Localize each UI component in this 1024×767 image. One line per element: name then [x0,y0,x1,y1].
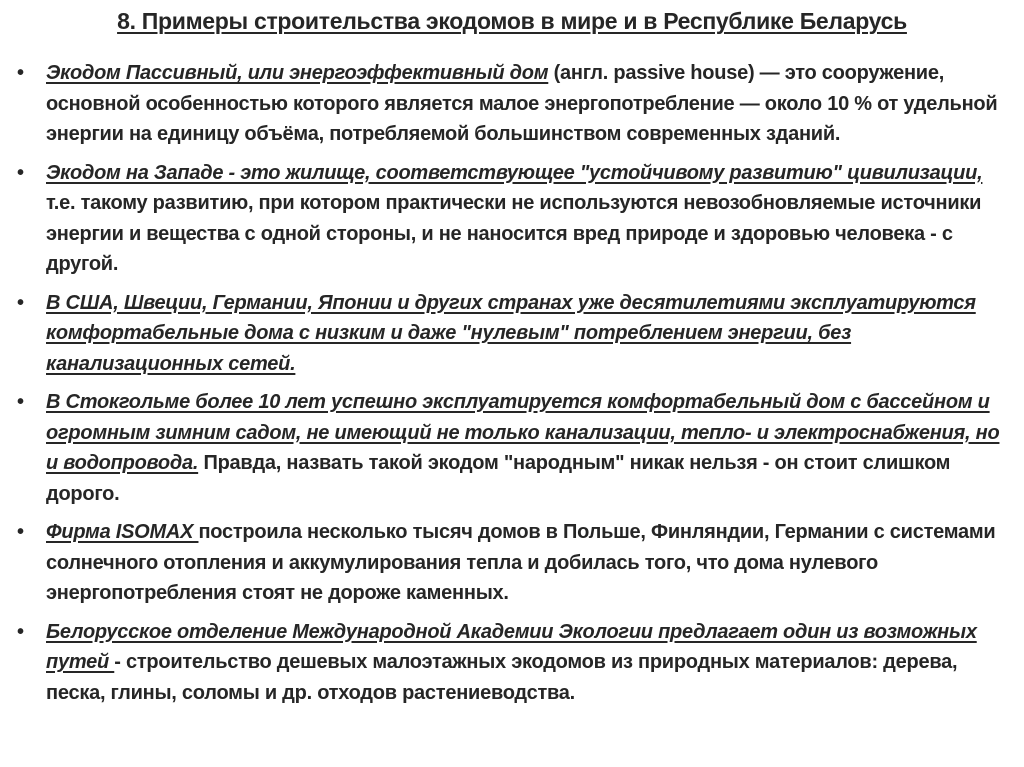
bullet-icon: • [17,161,25,184]
bullet-lead: Экодом Пассивный, или энергоэффективный дом [46,62,549,84]
bullet-item [0,617,1024,709]
bullet-text [46,617,1006,709]
bullet-text [46,387,1006,509]
bullet-lead: В США, Швеции, Германии, Японии и других странах уже десятилетиями эксплуатируются комфортабельные дома с низким и даже "нулевым" потреблением энергии, без канализационных сетей. [46,291,976,375]
bullet-lead: Фирма ISOMAX [46,521,199,543]
bullet-lead: Экодом на Западе - это жилище, соответствующее "устойчивому развитию" цивилизации, [46,161,983,184]
bullet-text [46,158,1006,280]
bullet-text [46,517,1006,609]
bullet-item [0,58,1024,150]
bullet-rest: т.е. такому развитию, при котором практически не используются невозобновляемые источники энергии и вещества с одной стороны, и не наносится вред природе и здоровью человека - с другой. [46,192,982,275]
bullet-lead: В Стокгольме более 10 лет успешно эксплуатируется комфортабельный дом с бассейном и огромным зимним садом, не имеющий не только канализации, тепло- и электроснабжения, но и водопровода. [46,391,1000,474]
bullet-icon: • [17,391,25,413]
bullet-lead: Белорусское отделение Международной Академии Экологии предлагает один из возможных путей [46,620,977,673]
bullet-text [46,288,1006,380]
bullet-rest: построила несколько тысяч домов в Польше, Финляндии, Германии с системами солнечного отопления и аккумулирования тепла и добилась того, что дома нулевого энергопотребления стоят не дороже каменных. [46,521,996,604]
slide-title: 8. Примеры строительства экодомов в мире и в Республике Беларусь [117,8,907,34]
bullet-icon: • [17,291,25,314]
bullet-item [0,158,1024,280]
bullet-icon: • [17,620,25,643]
bullet-item [0,517,1024,609]
bullet-icon: • [17,521,25,543]
bullet-rest: - строительство дешевых малоэтажных экодомов из природных материалов: дерева, песка, глины, соломы и др. отходов растениеводства. [46,651,958,704]
bullet-item [0,288,1024,380]
bullet-text [46,58,1006,150]
bullet-icon: • [17,62,25,84]
bullet-item [0,387,1024,509]
bullet-rest: Правда, назвать такой экодом "народным" никак нельзя - он стоит слишком дорого. [46,452,951,505]
bullet-rest: (англ. passive house) — это сооружение, основной особенностью которого является малое энергопотребление — около 10 % от удельной энергии на единицу объёма, потребляемой большинством современных зданий. [46,62,998,145]
bullet-list [0,58,1024,716]
